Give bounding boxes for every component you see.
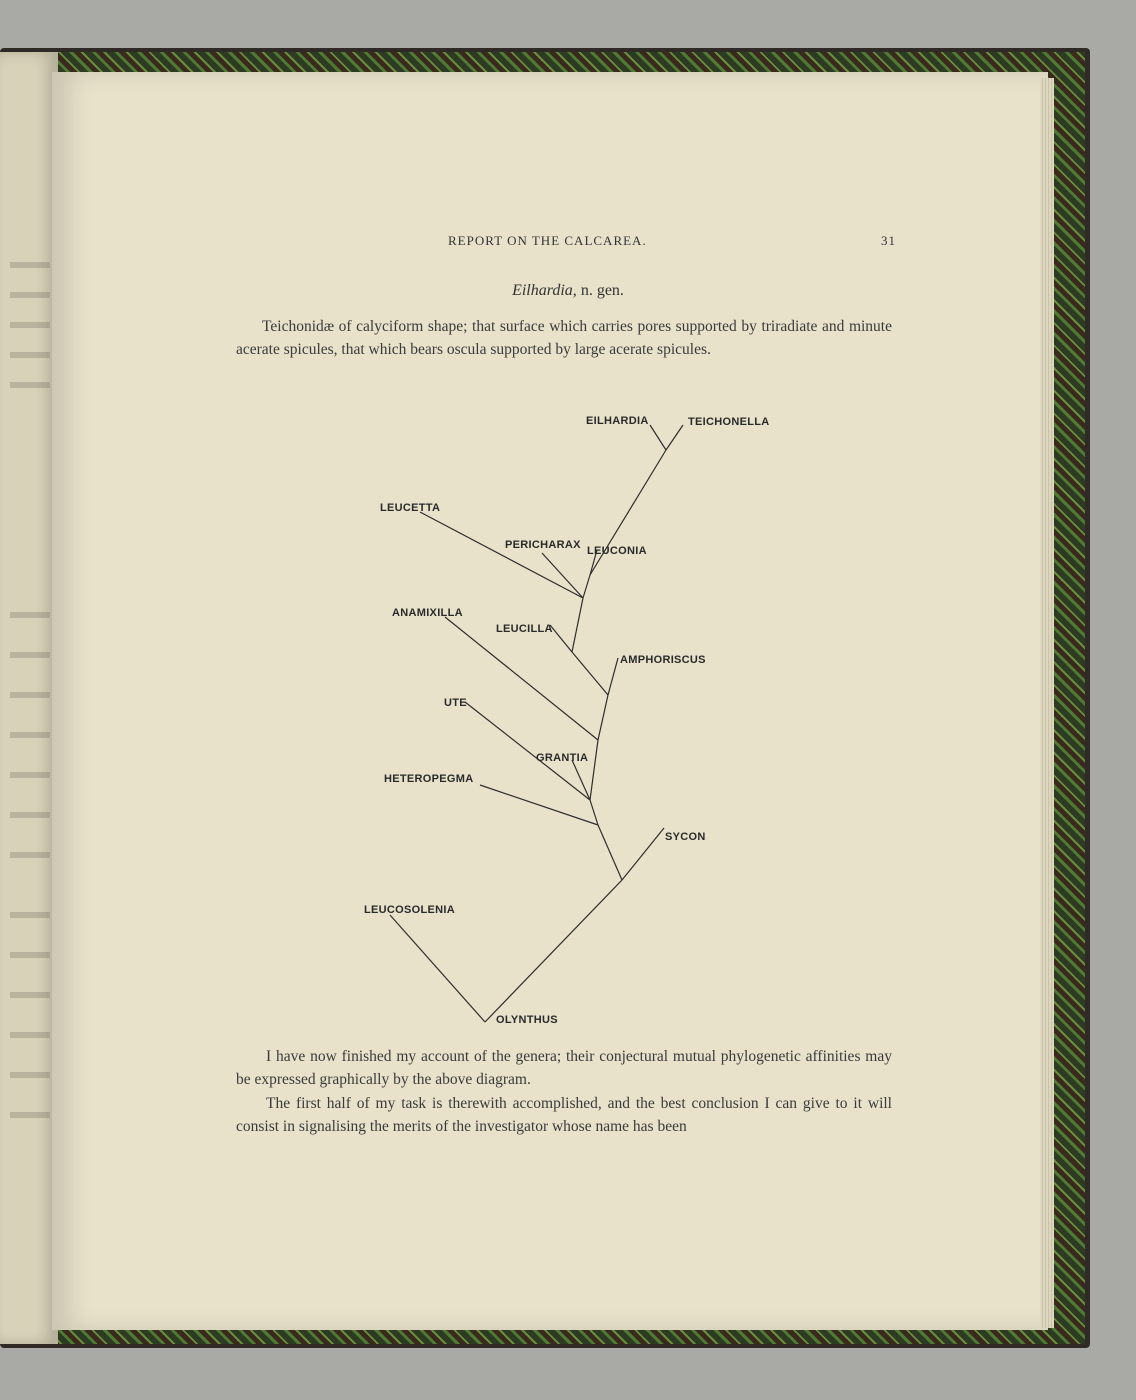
- label-leucilla: LEUCILLA: [496, 623, 553, 635]
- branch-teichonella: [666, 425, 683, 450]
- diagram-branches: [390, 425, 683, 1022]
- branch-pericharax: [542, 553, 583, 598]
- label-heteropegma: HETEROPEGMA: [384, 773, 474, 785]
- label-ute: UTE: [444, 697, 467, 709]
- page-number: 31: [881, 233, 896, 248]
- label-olynthus: OLYNTHUS: [496, 1014, 558, 1026]
- branch-leucilla: [550, 625, 572, 652]
- label-grantia: GRANTIA: [536, 752, 589, 764]
- genus-description: Teichonidæ of calyciform shape; that surface which carries pores supported by triradiate and minute acerate spicules, that which bears oscula supported by large acerate spicules.: [236, 318, 892, 358]
- branch-leucetta: [420, 512, 583, 598]
- label-anamixilla: ANAMIXILLA: [392, 607, 463, 619]
- label-amphoriscus: AMPHORISCUS: [620, 654, 706, 666]
- branch-trunk-middle: [598, 825, 622, 880]
- branch-eilhardia: [650, 425, 666, 450]
- branch-amphoriscus: [608, 658, 618, 695]
- label-pericharax: PERICHARAX: [505, 539, 581, 551]
- conclusion-paragraph-1: I have now finished my account of the genera; their conjectural mutual phylogenetic affinities may be expressed graphically by the above diagram.: [236, 1048, 892, 1088]
- branch-ute: [465, 702, 590, 800]
- genus-name: Eilhardia,: [512, 282, 577, 299]
- branch-trunk-leucilla: [572, 652, 608, 695]
- branch-grantia: [572, 760, 590, 800]
- branch-node: [590, 800, 598, 825]
- branch-heteropegma: [480, 785, 598, 825]
- branch-leucosolenia: [390, 915, 485, 1022]
- label-leuconia: LEUCONIA: [587, 545, 647, 557]
- branch-trunk-upper: [590, 740, 598, 800]
- branch-trunk-amphoriscus: [598, 695, 608, 740]
- genus-suffix: n. gen.: [576, 282, 624, 299]
- label-eilhardia: EILHARDIA: [586, 415, 649, 427]
- label-teichonella: TEICHONELLA: [688, 416, 770, 428]
- branch-trunk-lower: [485, 880, 622, 1022]
- label-leucosolenia: LEUCOSOLENIA: [364, 904, 455, 916]
- conclusion-paragraph-2: The first half of my task is therewith accomplished, and the best conclusion I can give to it will consist in signalising the merits of the investigator whose name has been: [236, 1095, 892, 1135]
- running-title: REPORT ON THE CALCAREA.: [448, 233, 647, 248]
- label-sycon: SYCON: [665, 831, 706, 843]
- branch-sycon: [622, 828, 664, 880]
- diagram-labels: [364, 415, 770, 1026]
- label-leucetta: LEUCETTA: [380, 502, 441, 514]
- branch-trunk-leuconid: [572, 598, 583, 652]
- branch-trunk-leuconia: [583, 575, 590, 598]
